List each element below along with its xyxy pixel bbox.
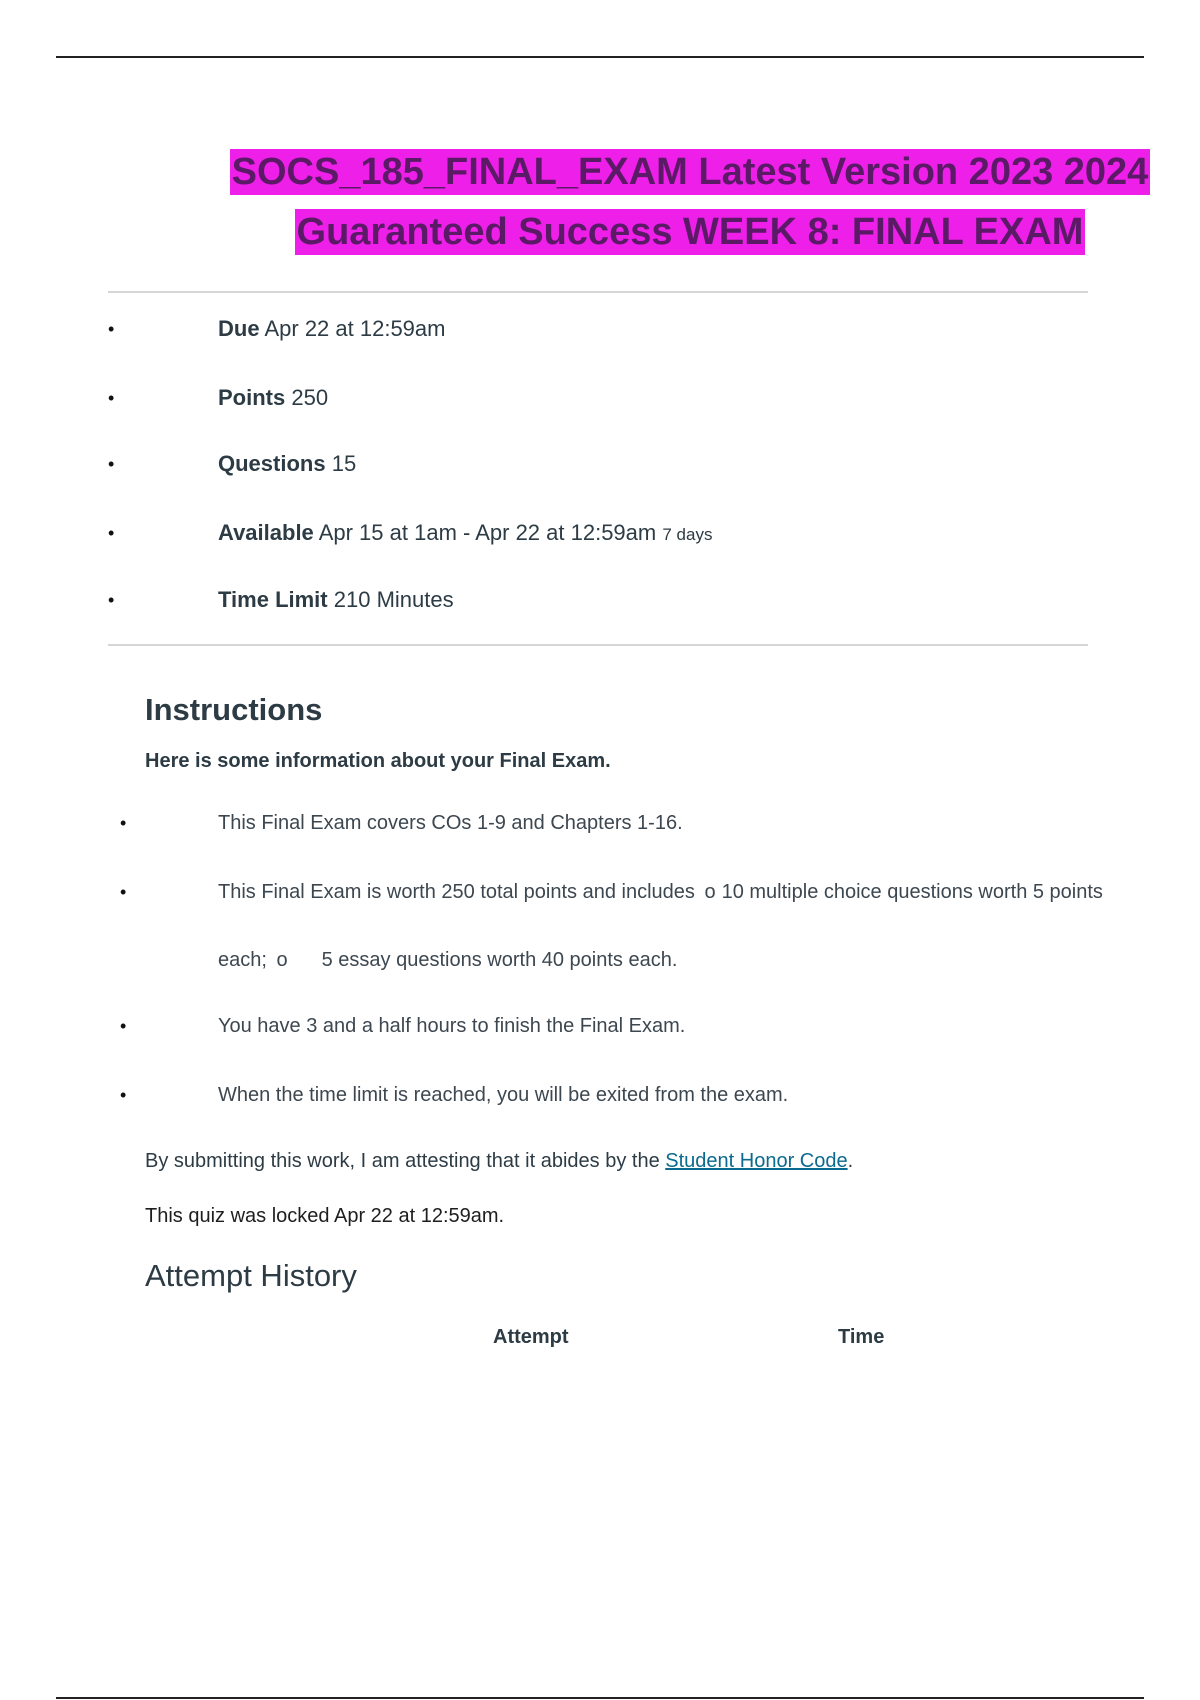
bullet: • [108,523,115,543]
instructions-intro: Here is some information about your Final Exam. [145,750,611,772]
instruction-text: When the time limit is reached, you will be exited from the exam. [218,1084,789,1106]
detail-questions [108,449,1108,479]
top-rule [56,56,1144,58]
column-header-time: Time [838,1326,885,1348]
honor-prefix: By submitting this work, I am attesting that it abides by the [145,1150,666,1172]
bullet: • [120,1085,127,1105]
time-limit-value: 210 Minutes [333,587,454,612]
title-line-1: SOCS_185_FINAL_EXAM Latest Version 2023 2024 [231,151,1149,193]
bottom-rule [56,1697,1144,1699]
time-limit-label: Time Limit [218,587,328,612]
student-honor-code-link[interactable]: Student Honor Code [665,1150,848,1172]
bullet: • [120,1016,127,1036]
available-label: Available [218,520,314,545]
instruction-text: This Final Exam covers COs 1-9 and Chapters 1-16. [218,812,683,834]
sub-item-text: 10 multiple choice questions worth 5 points [721,881,1103,903]
honor-suffix: . [847,1150,854,1172]
bullet: • [108,319,115,339]
bullet: • [108,590,115,610]
sub-item-text: 5 essay questions worth 40 points each. [321,949,678,971]
sub-bullet: o [276,949,288,971]
points-value: 250 [291,385,329,410]
detail-time-limit [108,585,1108,615]
points-label: Points [218,385,286,410]
instruction-continuation [218,945,677,975]
attempt-history-heading: Attempt History [145,1258,357,1293]
instruction-text: You have 3 and a half hours to finish the Final Exam. [218,1015,686,1037]
bullet: • [120,882,127,902]
title-line-2: Guaranteed Success WEEK 8: FINAL EXAM [296,211,1084,253]
details-bottom-divider [108,644,1088,646]
instruction-text: This Final Exam is worth 250 total points and includes [218,881,695,903]
locked-notice: This quiz was locked Apr 22 at 12:59am. [145,1205,505,1227]
available-value: Apr 15 at 1am - Apr 22 at 12:59am [318,520,657,545]
bullet: • [108,454,115,474]
bullet: • [108,388,115,408]
bullet: • [120,813,127,833]
sub-bullet: o [704,881,716,903]
honor-statement [145,1150,853,1173]
due-label: Due [218,316,260,341]
questions-value: 15 [331,451,357,476]
detail-due [108,314,1108,344]
detail-points [108,383,1108,413]
sub-item-text: each; [218,949,267,971]
column-header-attempt: Attempt [493,1326,569,1348]
detail-available [108,518,1108,548]
available-duration: 7 days [662,525,713,544]
instructions-heading: Instructions [145,692,323,727]
questions-label: Questions [218,451,326,476]
document-title [200,142,1180,262]
details-top-divider [108,291,1088,293]
due-value: Apr 22 at 12:59am [264,316,446,341]
